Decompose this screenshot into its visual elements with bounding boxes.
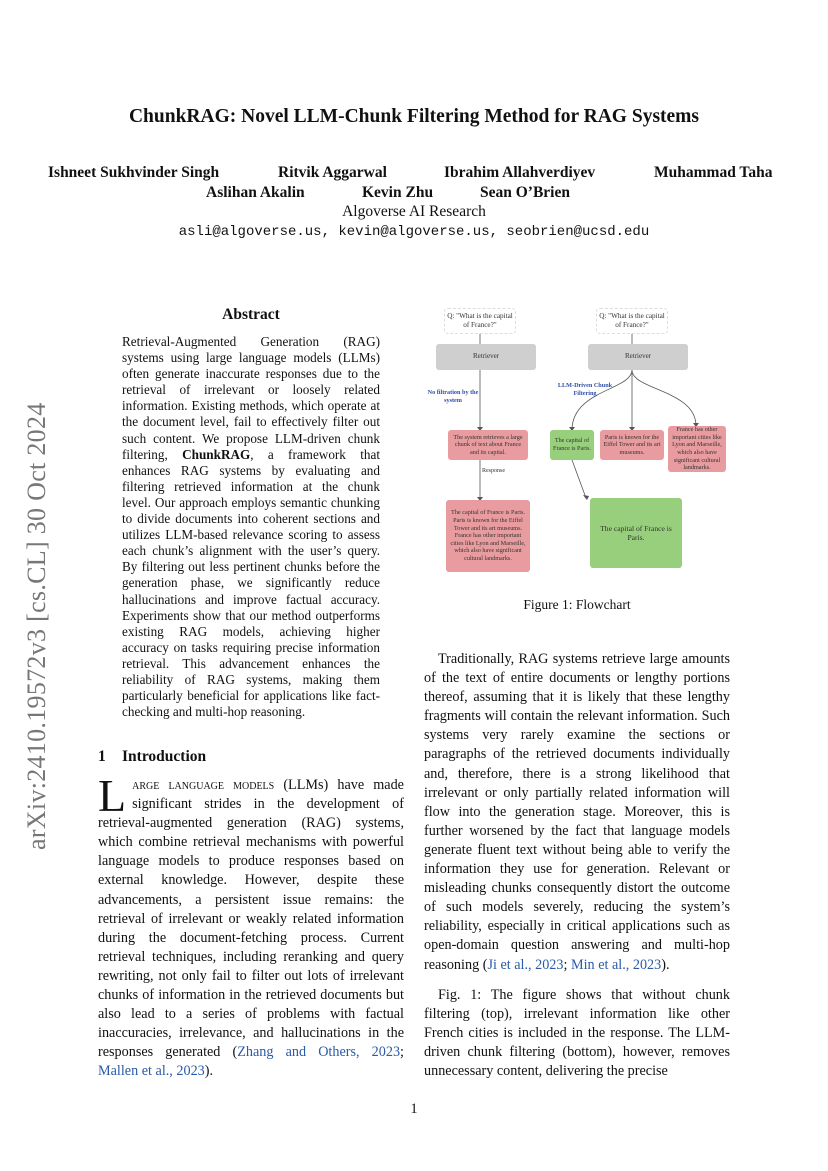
abstract-heading: Abstract — [222, 306, 280, 323]
page-number: 1 — [410, 1101, 418, 1117]
irrelevant-chunk-box: Paris is known for the Eiffel Tower and its art museums. — [600, 430, 664, 460]
author-5: Aslihan Akalin — [206, 184, 305, 201]
drop-cap: L — [98, 770, 127, 821]
author-1: Ishneet Sukhvinder Singh — [48, 164, 220, 181]
response-label: Response — [482, 468, 505, 474]
relevant-chunk-box: The capital of France is Paris. — [550, 430, 594, 460]
author-7: Sean O’Brien — [480, 184, 570, 201]
paper-title: ChunkRAG: Novel LLM-Chunk Filtering Method for RAG Systems — [128, 106, 700, 127]
author-4: Muhammad Taha — [654, 164, 773, 181]
author-3: Ibrahim Allahverdiyev — [444, 164, 596, 181]
left-response-box: The capital of France is Paris. Paris is known for the Eiffel Tower and its art museums. France has other important cities like Lyon and Marseille, which also have significant cultural landmarks. — [446, 500, 530, 572]
author-emails: asli@algoverse.us, kevin@algoverse.us, seobrien@ucsd.edu — [178, 224, 650, 240]
left-retriever-box: Retriever — [436, 344, 536, 370]
author-6: Kevin Zhu — [362, 184, 434, 201]
right-column-paragraph-1: Traditionally, RAG systems retrieve large amounts of the text of entire documents or lengthy portions thereof, assuming that it is likely that these lengthy fragments will contain the relevant information. Such systems very rarely examine the sections or paragraphs of the retrieved documents individually and, therefore, there is a strong likelihood that irrelevant or only partially related information will flow into the generation stage. Moreover, this is further worsened by the fact that language models generate fluent text without being able to verify the information they use for generation. Relevant or misleading chunks consequently distort the outcome of such models severely, reducing the system’s reliability, especially in critical applications such as open-domain question answering and multi-hop reasoning (Ji et al., 2023; Min et al., 2023). — [424, 651, 730, 973]
figure-caption: Figure 1: Flowchart — [523, 597, 631, 612]
left-retrieved-chunk-box: The system retrieves a large chunk of text about France and its capital. — [448, 430, 528, 460]
arxiv-identifier: arXiv:2410.19572v3 [cs.CL] 30 Oct 2024 — [22, 402, 51, 850]
section-heading-introduction: 1 Introduction — [98, 748, 207, 765]
llm-filtering-label: LLM-Driven Chunk Filtering — [557, 382, 613, 397]
citation-link[interactable]: Ji et al., 2023 — [487, 956, 564, 973]
author-2: Ritvik Aggarwal — [278, 164, 387, 181]
flowchart-figure — [424, 302, 730, 588]
right-retriever-box: Retriever — [588, 344, 688, 370]
citation-link[interactable]: Min et al., 2023 — [571, 956, 662, 973]
right-response-box: The capital of France is Paris. — [590, 498, 682, 568]
irrelevant-chunk-box: France has other important cities like Lyon and Marseille, which also have significant cultural landmarks. — [668, 426, 726, 472]
right-column-paragraph-2: Fig. 1: The figure shows that without chunk filtering (top), irrelevant information like other French cities is included in the response. The LLM-driven chunk filtering (bottom), however, removes unnecessary content, delivering the precise — [424, 987, 730, 1080]
introduction-paragraph: Large language models (LLMs) have made significant strides in the development of retrieval-augmented generation (RAG) systems, which combine retrieval mechanisms with powerful language models to produce responses based on external knowledge. However, despite these advancements, a persistent issue remains: the retrieval of irrelevant or weakly related information during the document-fetching process. Current retrieval techniques, including reranking and query rewriting, not only fail to filter out lots of irrelevant chunks of information in the retrieved documents but also lead to a series of problems with factual inaccuracies, irrelevance, and hallucinations in the responses generated (Zhang and Others, 2023; Mallen et al., 2023). — [98, 770, 404, 1080]
citation-link[interactable]: Mallen et al., 2023 — [98, 1063, 205, 1080]
no-filtration-label: No filtration by the system — [427, 389, 479, 404]
left-question-box: Q: "What is the capital of France?" — [444, 308, 516, 334]
affiliation: Algoverse AI Research — [342, 203, 486, 220]
right-question-box: Q: "What is the capital of France?" — [596, 308, 668, 334]
method-name: ChunkRAG — [182, 446, 251, 462]
abstract-text: Retrieval-Augmented Generation (RAG) systems using large language models (LLMs) often generate inaccurate responses due to the retrieval of irrelevant or loosely related information. Existing methods, which operate at the document level, fail to effectively filter out such content. We propose LLM-driven chunk filtering, ChunkRAG, a framework that enhances RAG systems by evaluating and filtering retrieved information at the chunk level. Our approach employs semantic chunking to divide documents into coherent sections and utilizes LLM-based relevance scoring to assess each chunk’s alignment with the user’s query. By filtering out less pertinent chunks before the generation phase, we significantly reduce hallucinations and improve factual accuracy. Experiments show that our method outperforms existing RAG models, achieving higher accuracy on tasks requiring precise information retrieval. This advancement enhances the reliability of RAG systems, making them particularly beneficial for applications like fact-checking and multi-hop reasoning. — [122, 334, 380, 720]
citation-link[interactable]: Zhang and Others, 2023 — [237, 1044, 401, 1061]
